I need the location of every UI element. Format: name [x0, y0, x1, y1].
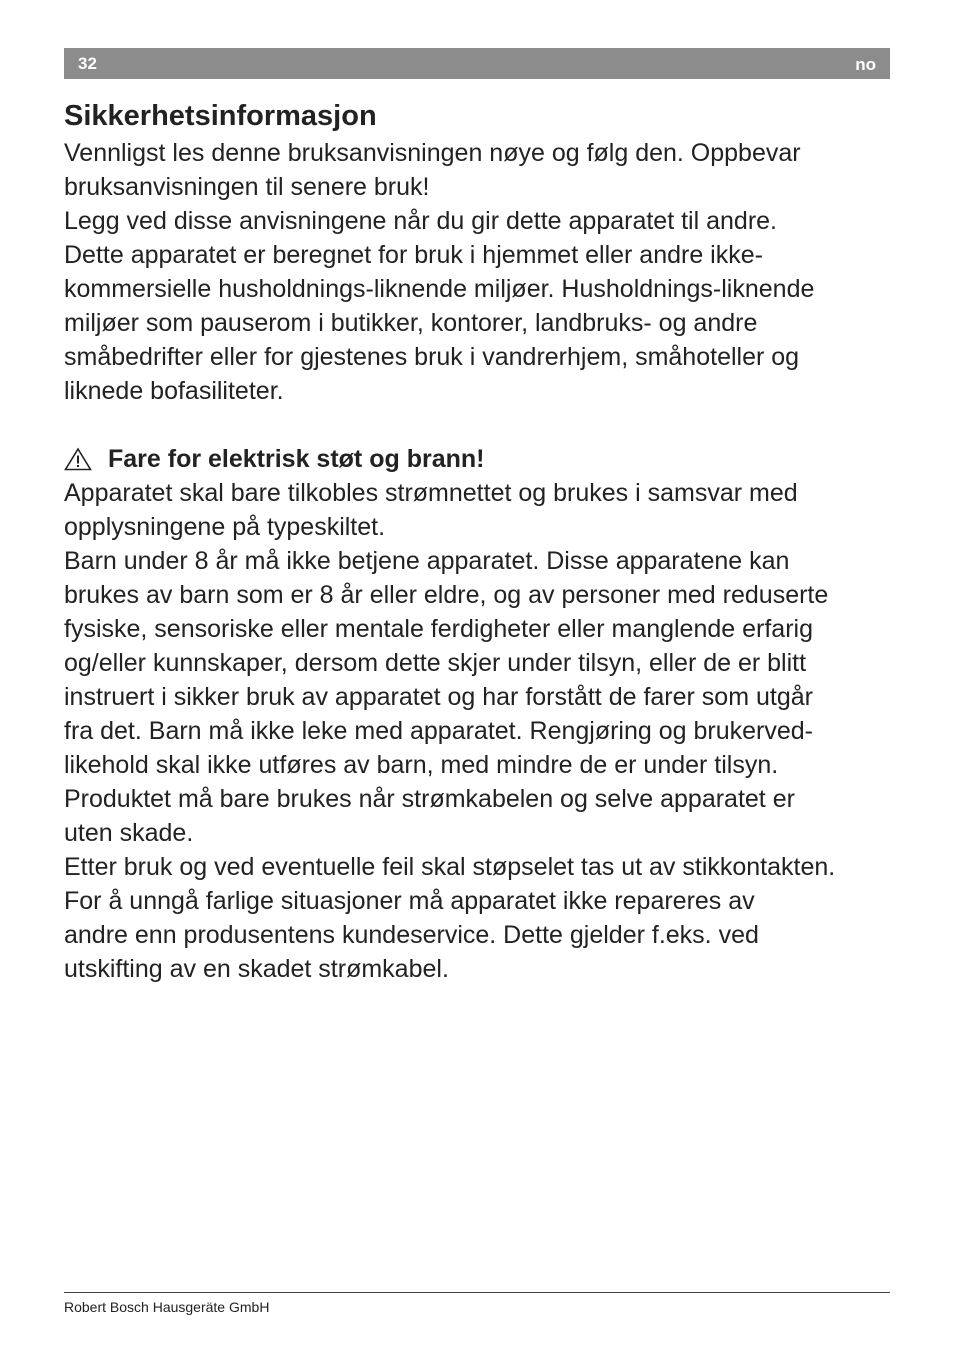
intro-paragraph-2: Legg ved disse anvisningene når du gir dette apparatet til andre. — [64, 207, 777, 235]
warning-triangle-icon — [64, 447, 92, 471]
warning-paragraph-3: Produktet må bare brukes når strømkabelen og selve apparatet er uten skade. — [64, 785, 795, 847]
intro-paragraph-1: Vennligst les denne bruksanvisningen nøye og følg den. Oppbevar bruksanvisningen til senere bruk! — [64, 139, 801, 201]
warning-paragraph-5: For å unngå farlige situasjoner må apparatet ikke repareres av andre enn produsentens kundeservice. Dette gjelder f.eks. ved utskifting av en skadet strømkabel. — [64, 887, 759, 983]
section-spacer — [64, 408, 894, 442]
warning-heading — [64, 442, 894, 476]
warning-paragraph-2: Barn under 8 år må ikke betjene apparatet. Disse apparatene kan brukes av barn som er 8 år eller eldre, og av personer med reduserte fysiske, sensoriske eller mentale ferdigheter eller manglende erfarig og/eller kunnskaper, dersom dette skjer under tilsyn, eller de er blitt instruert i sikker bruk av apparatet og har forstått de farer som utgår fra det. Barn må ikke leke med apparatet. Rengjøring og brukerved- likehold skal ikke utføres av barn, med mindre de er under tilsyn. — [64, 547, 829, 779]
language-code: no — [855, 55, 876, 74]
page-header-bar — [64, 48, 890, 79]
page-content — [64, 96, 894, 986]
warning-paragraph-4: Etter bruk og ved eventuelle feil skal støpselet tas ut av stikkontakten. — [64, 853, 836, 881]
footer-divider — [64, 1292, 890, 1293]
page-title: Sikkerhetsinformasjon — [64, 100, 377, 132]
footer-company: Robert Bosch Hausgeräte GmbH — [64, 1299, 270, 1315]
warning-paragraph-1: Apparatet skal bare tilkobles strømnettet og brukes i samsvar med opplysningene på typeskiltet. — [64, 479, 798, 541]
warning-heading-text: Fare for elektrisk støt og brann! — [108, 445, 485, 473]
page-number: 32 — [78, 54, 97, 73]
intro-paragraph-3: Dette apparatet er beregnet for bruk i hjemmet eller andre ikke- kommersielle husholdnings-liknende miljøer. Husholdnings-liknende miljøer som pauserom i butikker, kontorer, landbruks- og andre småbedrifter eller for gjestenes bruk i vandrerhjem, småhoteller og liknede bofasiliteter. — [64, 241, 815, 405]
